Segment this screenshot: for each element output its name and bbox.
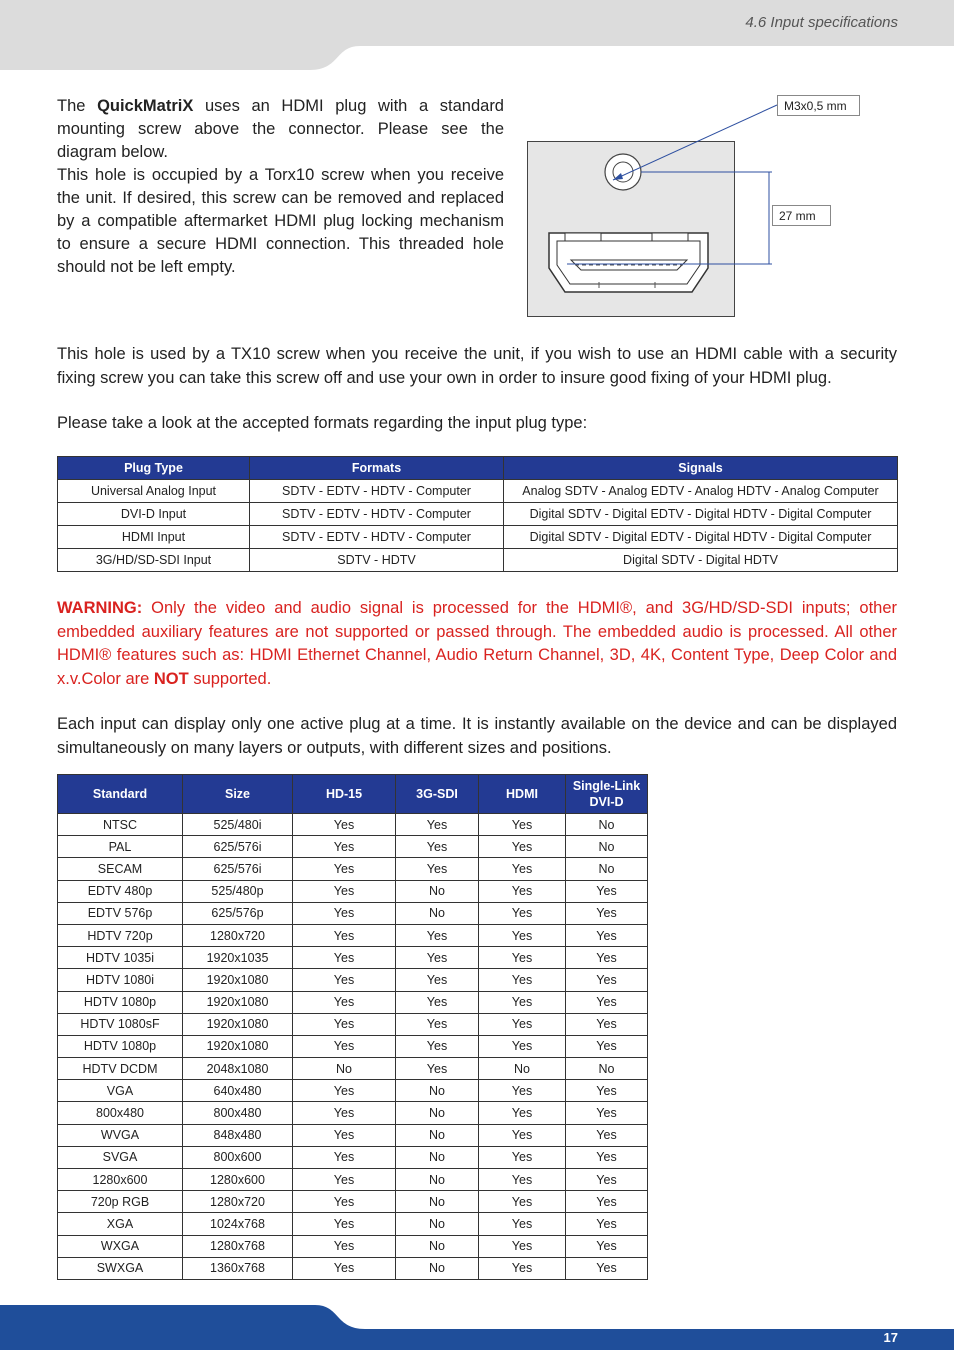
table-cell: Yes [479, 880, 566, 902]
table-row [58, 503, 898, 526]
table-cell: HDTV 1080sF [58, 1013, 183, 1035]
active-plug-paragraph: Each input can display only one active plug at a time. It is instantly available on the device and can be displayed simultaneously on many layers or outputs, with different sizes and positions. [57, 715, 897, 757]
table-cell: Yes [396, 947, 479, 969]
table-cell: No [396, 1146, 479, 1168]
table-cell: SDTV - HDTV [250, 549, 504, 572]
table-cell: Yes [566, 1257, 648, 1279]
table-cell: No [566, 836, 648, 858]
table-cell: Digital SDTV - Digital EDTV - Digital HDTV - Digital Computer [504, 503, 898, 526]
table-cell: Yes [396, 858, 479, 880]
table-cell: No [479, 1058, 566, 1080]
table-cell: Yes [479, 1102, 566, 1124]
table-row [58, 1102, 648, 1124]
table-cell: Yes [479, 1191, 566, 1213]
table-cell: Yes [566, 1035, 648, 1057]
table-cell: Yes [479, 969, 566, 991]
table-row [58, 480, 898, 503]
table-cell: Yes [479, 1169, 566, 1191]
column-header: Single-Link DVI-D [566, 775, 648, 814]
table-cell: No [396, 902, 479, 924]
table-cell: Yes [566, 1169, 648, 1191]
table-cell: 800x600 [183, 1146, 293, 1168]
table-cell: Yes [566, 1013, 648, 1035]
header-band [0, 0, 954, 70]
table-cell: Yes [479, 902, 566, 924]
table-cell: 525/480p [183, 880, 293, 902]
table-cell: Yes [293, 1235, 396, 1257]
tx10-paragraph: This hole is used by a TX10 screw when you receive the unit, if you wish to use an HDMI cable with a security fixing screw you can take this screw off and use your own in order to insure good fixing of your HDMI plug. [57, 345, 897, 387]
table-cell: HDMI Input [58, 526, 250, 549]
column-header: Size [183, 775, 293, 814]
table-cell: Yes [293, 880, 396, 902]
table-cell: Yes [479, 947, 566, 969]
table-cell: Analog SDTV - Analog EDTV - Analog HDTV - Analog Computer [504, 480, 898, 503]
table-cell: No [566, 814, 648, 836]
intro-paragraph-2: This hole is occupied by a Torx10 screw when you receive the unit. If desired, this screw can be removed and replaced by a compatible aftermarket HDMI plug locking mechanism to ensure a secure HDMI connection. This threaded hole should not be left empty. [57, 166, 504, 276]
table-cell: Yes [479, 1257, 566, 1279]
product-name: QuickMatriX [97, 97, 194, 115]
table-cell: 625/576i [183, 858, 293, 880]
table-cell: Yes [293, 1102, 396, 1124]
table-cell: Yes [396, 814, 479, 836]
table-cell: 640x480 [183, 1080, 293, 1102]
table-cell: Yes [293, 858, 396, 880]
table-cell: SDTV - EDTV - HDTV - Computer [250, 480, 504, 503]
warning-not: NOT [153, 669, 189, 688]
table-cell: Yes [566, 1080, 648, 1102]
table-row [58, 836, 648, 858]
table-cell: 625/576i [183, 836, 293, 858]
table-cell: Yes [396, 991, 479, 1013]
table-cell: Yes [566, 902, 648, 924]
table-cell: HDTV 1080p [58, 1035, 183, 1057]
warning-paragraph: WARNING: Only the video and audio signal is processed for the HDMI®, and 3G/HD/SD-SDI inputs; other embedded auxiliary features are not supported or passed through. The embedded audio is processed. All other HDMI® features such as: HDMI Ethernet Channel, Audio Return Channel, 3D, 4K, Content Type, Deep Color and x.v.Color are NOT supported. [57, 599, 897, 688]
table-cell: Yes [293, 924, 396, 946]
table-cell: No [396, 1169, 479, 1191]
table-cell: HDTV 720p [58, 924, 183, 946]
table-cell: 720p RGB [58, 1191, 183, 1213]
plug-type-table [57, 456, 898, 572]
table-cell: Yes [566, 991, 648, 1013]
screw-size-label: M3x0,5 mm [784, 99, 847, 113]
warning-label: WARNING: [57, 599, 143, 617]
table-cell: VGA [58, 1080, 183, 1102]
table-row [58, 1235, 648, 1257]
column-header: Plug Type [58, 457, 250, 480]
table-cell: No [396, 1191, 479, 1213]
table-cell: 2048x1080 [183, 1058, 293, 1080]
table-row [58, 969, 648, 991]
table-cell: WVGA [58, 1124, 183, 1146]
table-cell: Yes [566, 969, 648, 991]
table-cell: Digital SDTV - Digital EDTV - Digital HDTV - Digital Computer [504, 526, 898, 549]
table-cell: XGA [58, 1213, 183, 1235]
table-cell: 800x480 [58, 1102, 183, 1124]
table-cell: 3G/HD/SD-SDI Input [58, 549, 250, 572]
table-cell: Yes [479, 1213, 566, 1235]
table-row [58, 1035, 648, 1057]
table-cell: Yes [479, 858, 566, 880]
column-header: Standard [58, 775, 183, 814]
table-row [58, 1146, 648, 1168]
table-cell: Yes [479, 836, 566, 858]
table-row [58, 1169, 648, 1191]
table-cell: 848x480 [183, 1124, 293, 1146]
table-cell: Yes [479, 1035, 566, 1057]
table-cell: Yes [293, 836, 396, 858]
table-cell: 625/576p [183, 902, 293, 924]
table-cell: Universal Analog Input [58, 480, 250, 503]
table-cell: SVGA [58, 1146, 183, 1168]
table-cell: Yes [396, 969, 479, 991]
table-cell: 1920x1080 [183, 1035, 293, 1057]
table-cell: No [396, 1080, 479, 1102]
format-support-table [57, 774, 648, 1280]
table-row [58, 991, 648, 1013]
distance-label: 27 mm [779, 209, 816, 223]
table-cell: SDTV - EDTV - HDTV - Computer [250, 526, 504, 549]
table-header-row [58, 775, 648, 814]
table-cell: 1920x1035 [183, 947, 293, 969]
table-row [58, 526, 898, 549]
table-cell: No [396, 1235, 479, 1257]
table-cell: SDTV - EDTV - HDTV - Computer [250, 503, 504, 526]
table-cell: 1280x768 [183, 1235, 293, 1257]
table-cell: 1280x600 [58, 1169, 183, 1191]
footer-band [0, 1300, 954, 1350]
intro-text: The QuickMatriX uses an HDMI plug with a standard mounting screw above the connector. Please see the diagram below. This hole is occupied by a Torx10 screw when you receive the unit. If desired, this screw can be removed and replaced by a compatible aftermarket HDMI plug locking mechanism to ensure a secure HDMI connection. This threaded hole should not be left empty. [57, 97, 504, 276]
table-row [58, 1058, 648, 1080]
table-cell: No [396, 1124, 479, 1146]
table-cell: No [293, 1058, 396, 1080]
table-cell: Yes [479, 1146, 566, 1168]
table-cell: Yes [566, 1191, 648, 1213]
table-header-row [58, 457, 898, 480]
table-cell: Yes [293, 902, 396, 924]
table-cell: Yes [293, 1013, 396, 1035]
table-cell: Yes [566, 1213, 648, 1235]
table-cell: Yes [293, 1191, 396, 1213]
table-cell: HDTV 1035i [58, 947, 183, 969]
table-cell: Yes [479, 991, 566, 1013]
table-cell: No [396, 1213, 479, 1235]
table-cell: Yes [566, 1146, 648, 1168]
table-row [58, 549, 898, 572]
table-row [58, 1013, 648, 1035]
table-cell: NTSC [58, 814, 183, 836]
table-cell: Yes [566, 1235, 648, 1257]
table-cell: No [396, 1257, 479, 1279]
table-row [58, 1080, 648, 1102]
table-row [58, 1191, 648, 1213]
column-header: HDMI [479, 775, 566, 814]
table-cell: 1024x768 [183, 1213, 293, 1235]
table-cell: HDTV 1080p [58, 991, 183, 1013]
table-row [58, 858, 648, 880]
table-cell: No [396, 880, 479, 902]
section-title: 4.6 Input specifications [745, 14, 898, 31]
table-row [58, 1124, 648, 1146]
table-cell: HDTV 1080i [58, 969, 183, 991]
table-cell: Yes [293, 1146, 396, 1168]
table-row [58, 880, 648, 902]
table-row [58, 1257, 648, 1279]
table-cell: Digital SDTV - Digital HDTV [504, 549, 898, 572]
table-cell: DVI-D Input [58, 503, 250, 526]
hdmi-connector-diagram [527, 92, 867, 322]
table-row [58, 902, 648, 924]
table-cell: Yes [479, 1013, 566, 1035]
column-header: Formats [250, 457, 504, 480]
table-cell: 1920x1080 [183, 969, 293, 991]
table-cell: EDTV 576p [58, 902, 183, 924]
table-cell: SECAM [58, 858, 183, 880]
table-cell: Yes [293, 1257, 396, 1279]
table-cell: Yes [396, 924, 479, 946]
table-cell: SWXGA [58, 1257, 183, 1279]
table-cell: PAL [58, 836, 183, 858]
table-cell: Yes [293, 1213, 396, 1235]
table-cell: Yes [479, 1124, 566, 1146]
table-cell: Yes [396, 1013, 479, 1035]
table-cell: Yes [293, 947, 396, 969]
table-cell: 1360x768 [183, 1257, 293, 1279]
table-row [58, 814, 648, 836]
table-cell: Yes [566, 924, 648, 946]
table-cell: Yes [396, 1035, 479, 1057]
table-cell: Yes [293, 969, 396, 991]
table-cell: Yes [293, 1080, 396, 1102]
table-cell: Yes [396, 1058, 479, 1080]
table-cell: 1280x720 [183, 924, 293, 946]
table-cell: HDTV DCDM [58, 1058, 183, 1080]
table-cell: 525/480i [183, 814, 293, 836]
table-cell: Yes [293, 1169, 396, 1191]
table-cell: Yes [479, 924, 566, 946]
table-cell: Yes [293, 814, 396, 836]
table-cell: 1920x1080 [183, 1013, 293, 1035]
table-cell: Yes [293, 991, 396, 1013]
table-cell: Yes [566, 880, 648, 902]
page-number: 17 [883, 1330, 898, 1345]
table-cell: Yes [479, 1080, 566, 1102]
table-row [58, 947, 648, 969]
table-cell: Yes [479, 1235, 566, 1257]
table-row [58, 1213, 648, 1235]
table-cell: WXGA [58, 1235, 183, 1257]
table-cell: Yes [293, 1124, 396, 1146]
table-cell: EDTV 480p [58, 880, 183, 902]
table-cell: Yes [293, 1035, 396, 1057]
formats-intro: Please take a look at the accepted formats regarding the input plug type: [57, 414, 588, 432]
table-cell: Yes [566, 947, 648, 969]
table-cell: No [566, 1058, 648, 1080]
table-cell: No [566, 858, 648, 880]
column-header: HD-15 [293, 775, 396, 814]
table-cell: 1920x1080 [183, 991, 293, 1013]
column-header: Signals [504, 457, 898, 480]
table-row [58, 924, 648, 946]
table-cell: Yes [396, 836, 479, 858]
table-cell: No [396, 1102, 479, 1124]
table-cell: Yes [566, 1102, 648, 1124]
table-cell: Yes [479, 814, 566, 836]
table-cell: 800x480 [183, 1102, 293, 1124]
column-header: 3G-SDI [396, 775, 479, 814]
table-cell: Yes [566, 1124, 648, 1146]
table-cell: 1280x600 [183, 1169, 293, 1191]
table-cell: 1280x720 [183, 1191, 293, 1213]
